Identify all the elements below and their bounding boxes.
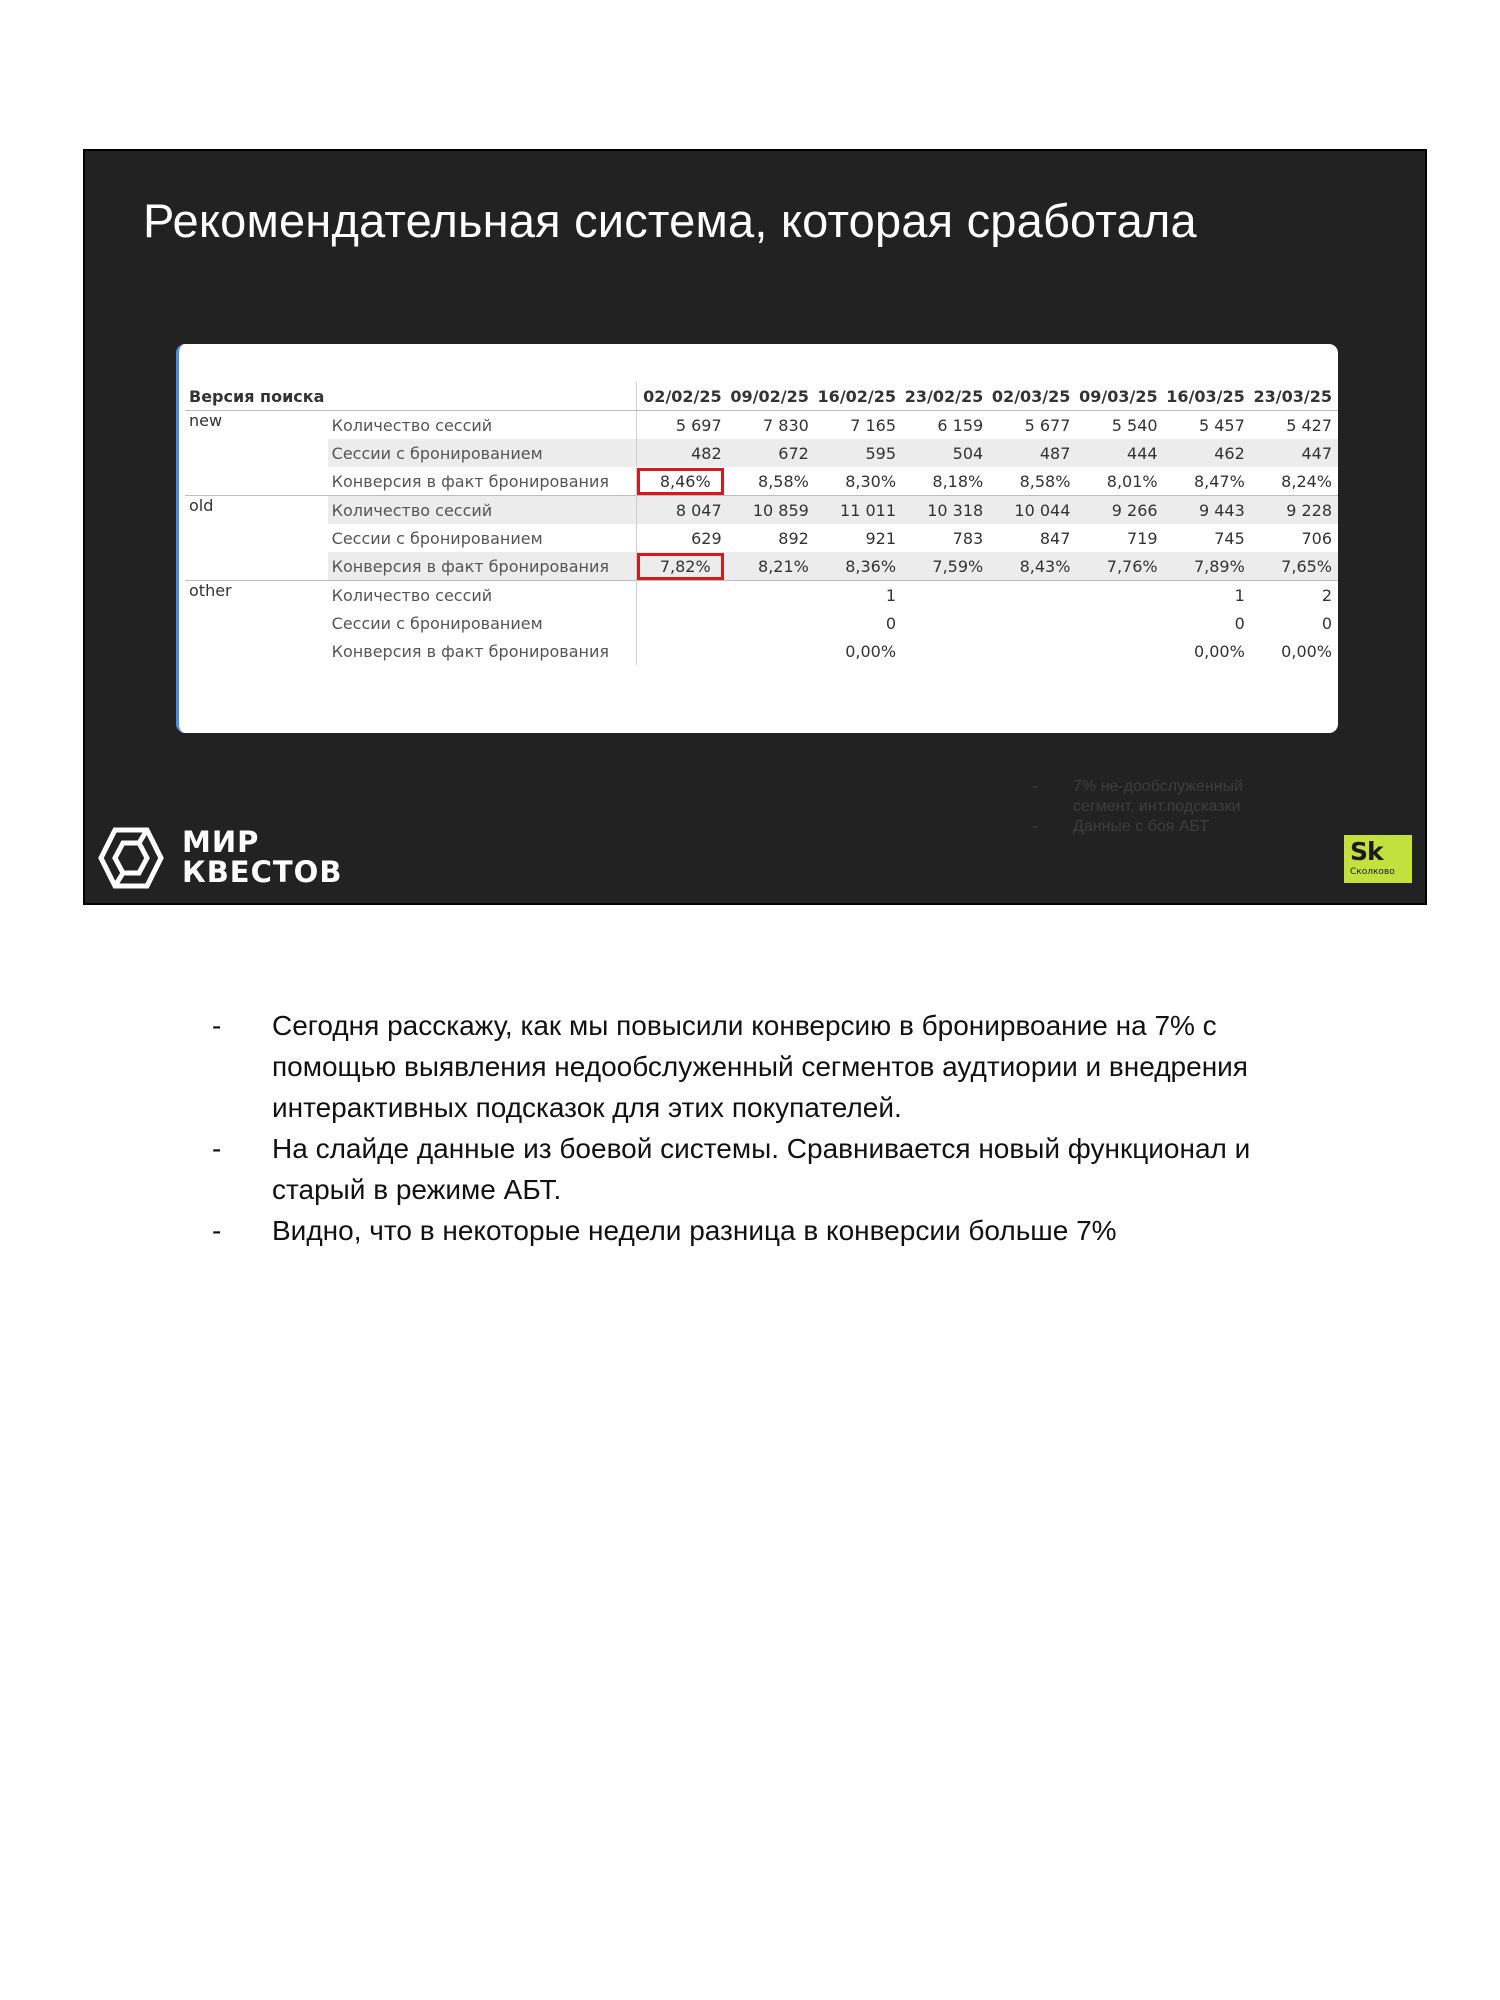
report-table <box>185 382 1338 665</box>
skolkovo-mark: Sk <box>1350 837 1383 866</box>
header-metric-spacer <box>328 382 637 411</box>
speaker-note-bullet: - <box>212 1010 222 1041</box>
table-row <box>185 411 1338 440</box>
table-cell: 7,89% <box>1164 552 1251 581</box>
table-cell: 1 <box>815 581 902 610</box>
table-cell: 504 <box>902 439 989 467</box>
table-cell: 444 <box>1076 439 1163 467</box>
side-note-text: Данные с боя АБТ <box>1073 818 1210 835</box>
header-date: 02/02/25 <box>636 382 727 411</box>
side-note-text: 7% не-дообслуженный сегмент, инт.подсказки <box>1073 778 1243 815</box>
header-date: 02/03/25 <box>989 382 1076 411</box>
table-cell: 10 044 <box>989 496 1076 525</box>
table-cell: 0,00% <box>1281 641 1332 661</box>
table-cell: 719 <box>1127 528 1158 548</box>
metric-label: Количество сессий <box>328 581 637 610</box>
header-date: 23/03/25 <box>1251 382 1338 411</box>
table-cell: 847 <box>1039 528 1071 548</box>
table-cell: 2 <box>1251 581 1338 610</box>
slide-title: Рекомендательная система, которая сработала <box>143 194 1197 247</box>
hexagon-logo-icon <box>98 827 164 889</box>
table-cell: 5 427 <box>1251 411 1338 440</box>
table-cell: 672 <box>728 439 815 467</box>
table-cell: 783 <box>952 528 984 548</box>
metric-label: Конверсия в факт бронирования <box>328 467 637 496</box>
table-row <box>185 467 1338 496</box>
table-cell: 5 677 <box>989 411 1076 440</box>
table-cell: 8,18% <box>932 471 984 491</box>
table-cell: 8,36% <box>815 552 902 581</box>
speaker-note-bullet: - <box>212 1133 222 1164</box>
speaker-note-text: Видно, что в некоторые недели разница в конверсии больше 7% <box>272 1215 1117 1246</box>
table-cell: 7,76% <box>1076 552 1163 581</box>
table-row <box>185 552 1338 581</box>
metric-label: Конверсия в факт бронирования <box>328 552 637 581</box>
skolkovo-badge <box>1344 835 1412 883</box>
logo-line-2: КВЕСТОВ <box>182 855 343 889</box>
table-cell <box>1076 581 1163 610</box>
table-cell: 6 159 <box>902 411 989 440</box>
table-cell: 11 011 <box>815 496 902 525</box>
table-cell: 0 <box>1234 613 1245 633</box>
table-cell <box>989 581 1076 610</box>
metric-label: Сессии с бронированием <box>328 524 637 552</box>
table-cell: 8,58% <box>1019 471 1071 491</box>
table-cell: 462 <box>1164 439 1251 467</box>
table-cell: 629 <box>691 528 722 548</box>
version-label: new <box>185 411 328 496</box>
table-cell: 7,65% <box>1251 552 1338 581</box>
table-cell: 8,47% <box>1193 471 1245 491</box>
table-row <box>185 581 1338 610</box>
version-label: old <box>185 496 328 581</box>
table-cell <box>989 609 1076 637</box>
table-cell <box>636 609 727 637</box>
table-cell: 9 228 <box>1251 496 1338 525</box>
header-date: 09/02/25 <box>728 382 815 411</box>
table-cell: 5 540 <box>1076 411 1163 440</box>
table-row <box>185 609 1338 637</box>
side-note-item <box>1033 817 1273 837</box>
metric-label: Количество сессий <box>328 411 637 440</box>
table-cell <box>902 609 989 637</box>
highlight-box: 7,82% <box>637 553 724 580</box>
table-cell: 482 <box>636 439 727 467</box>
speaker-note-item <box>212 1005 1342 1128</box>
table-cell: 1 <box>1164 581 1251 610</box>
table-row <box>185 496 1338 525</box>
table-cell: 5 457 <box>1164 411 1251 440</box>
table-cell: 5 697 <box>636 411 727 440</box>
table-row <box>185 637 1338 665</box>
table-cell: 8,58% <box>758 471 809 491</box>
table-cell: 8,43% <box>989 552 1076 581</box>
table-cell <box>902 637 989 665</box>
table-row <box>185 524 1338 552</box>
side-note-bullet: - <box>1033 778 1039 795</box>
version-label: other <box>185 581 328 666</box>
speaker-note-text: Сегодня расскажу, как мы повысили конверсию в бронирвоание на 7% с помощью выявления недообслуженный сегментов аудтиории и внедрения интерактивных подсказок для этих покупателей. <box>272 1010 1248 1123</box>
header-version-label: Версия поиска <box>185 382 328 411</box>
speaker-notes <box>212 1005 1342 1251</box>
table-cell: 8 047 <box>636 496 727 525</box>
table-cell: 745 <box>1214 528 1245 548</box>
table-cell-highlighted <box>636 467 727 496</box>
table-cell: 8,30% <box>845 471 897 491</box>
table-cell: 892 <box>778 528 809 548</box>
table-cell: 10 318 <box>902 496 989 525</box>
table-cell: 9 443 <box>1164 496 1251 525</box>
speaker-note-bullet: - <box>212 1215 222 1246</box>
table-cell <box>636 637 727 665</box>
table-cell: 8,01% <box>1106 471 1158 491</box>
table-cell: 7,59% <box>902 552 989 581</box>
speaker-note-item <box>212 1128 1342 1210</box>
table-cell <box>989 637 1076 665</box>
table-cell: 595 <box>815 439 902 467</box>
table-cell: 7 165 <box>815 411 902 440</box>
table-cell: 0,00% <box>845 641 897 661</box>
table-cell: 487 <box>989 439 1076 467</box>
table-cell: 0,00% <box>1193 641 1245 661</box>
table-cell <box>728 637 815 665</box>
table-row <box>185 439 1338 467</box>
table-cell: 447 <box>1251 439 1338 467</box>
table-cell: 921 <box>865 528 897 548</box>
metric-label: Сессии с бронированием <box>328 439 637 467</box>
table-cell <box>1076 609 1163 637</box>
mir-kvestov-logo <box>98 827 368 891</box>
table-cell: 7 830 <box>728 411 815 440</box>
table-cell <box>902 581 989 610</box>
header-date: 16/02/25 <box>815 382 902 411</box>
highlight-box: 8,46% <box>637 468 724 495</box>
slide-side-notes <box>1033 777 1273 837</box>
metric-label: Количество сессий <box>328 496 637 525</box>
side-note-bullet: - <box>1033 818 1039 835</box>
table-cell: 10 859 <box>728 496 815 525</box>
table-cell: 8,21% <box>728 552 815 581</box>
metric-label: Конверсия в факт бронирования <box>328 637 637 665</box>
table-header-row <box>185 382 1338 411</box>
metric-label: Сессии с бронированием <box>328 609 637 637</box>
speaker-note-item <box>212 1210 1342 1251</box>
table-cell <box>728 581 815 610</box>
table-cell <box>728 609 815 637</box>
slide <box>83 149 1427 905</box>
logo-line-1: МИР <box>182 825 260 859</box>
table-cell-highlighted <box>636 552 727 581</box>
side-note-item <box>1033 777 1273 817</box>
logo-text <box>182 827 342 887</box>
table-cell: 8,24% <box>1281 471 1332 491</box>
table-cell: 9 266 <box>1076 496 1163 525</box>
table-cell: 0 <box>885 613 897 633</box>
header-date: 16/03/25 <box>1164 382 1251 411</box>
table-cell <box>636 581 727 610</box>
header-date: 09/03/25 <box>1076 382 1163 411</box>
skolkovo-word: Сколково <box>1350 867 1395 877</box>
table-cell: 0 <box>1321 613 1332 633</box>
speaker-note-text: На слайде данные из боевой системы. Сравнивается новый функционал и старый в режиме АБТ. <box>272 1133 1251 1205</box>
table-cell: 706 <box>1301 528 1332 548</box>
report-table-card <box>176 344 1338 733</box>
header-date: 23/02/25 <box>902 382 989 411</box>
table-cell <box>1076 637 1163 665</box>
